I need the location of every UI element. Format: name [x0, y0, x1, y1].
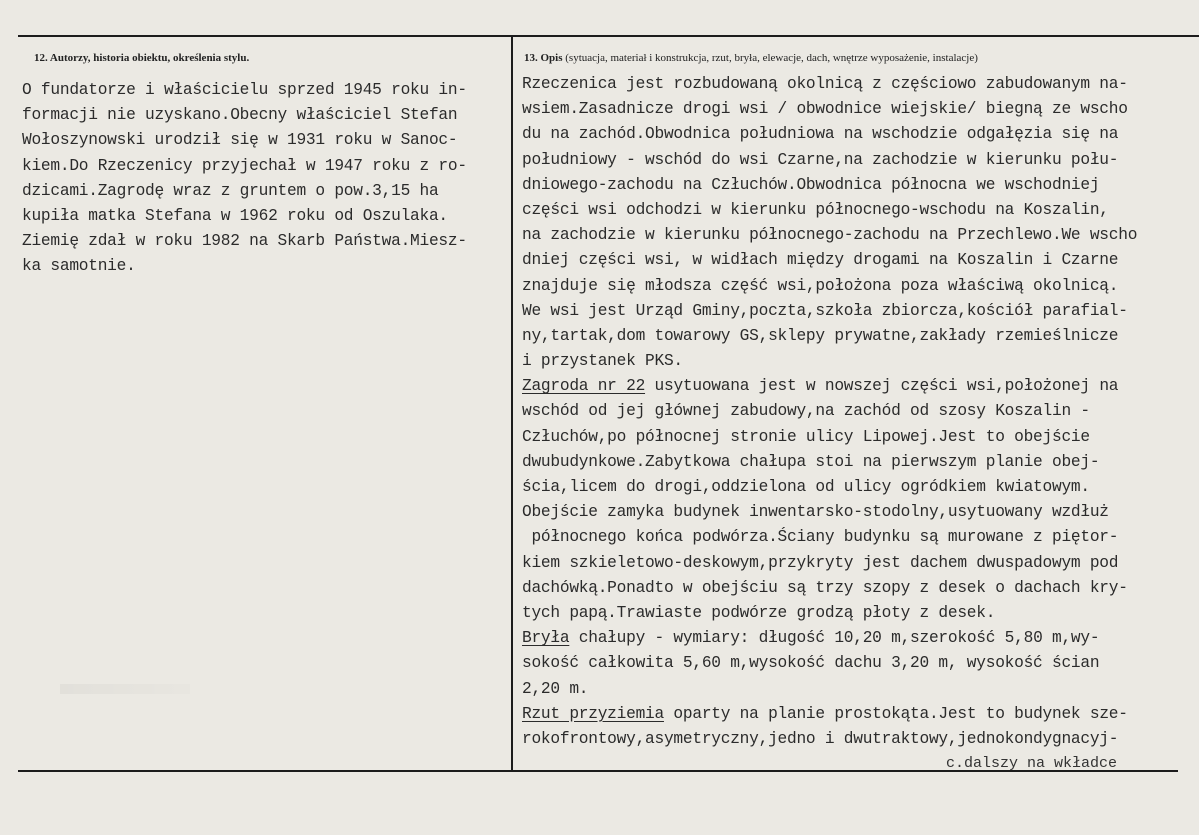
right-text-line	[522, 425, 1137, 450]
line-text: Obejście zamyka budynek inwentarsko-stodolny,usytuowany wzdłuż	[522, 503, 1109, 522]
right-text-line	[522, 72, 1137, 97]
left-text-line: formacji nie uzyskano.Obecny właściciel Stefan	[22, 106, 458, 125]
right-text-line	[522, 576, 1137, 601]
right-text-line	[522, 475, 1137, 500]
underlined-section-label: Zagroda nr 22	[522, 377, 646, 396]
right-text-line	[522, 500, 1137, 525]
left-text-line: O fundatorze i właścicielu sprzed 1945 roku in-	[22, 81, 467, 99]
line-text: kiem szkieletowo-deskowym,przykryty jest dachem dwuspadowym pod	[522, 553, 1119, 572]
right-column-text	[522, 72, 1137, 752]
line-text: oparty na planie prostokąta.Jest to budynek sze-	[663, 704, 1128, 723]
right-text-line	[522, 248, 1137, 273]
left-column-heading: 12. Autorzy, historia obiektu, określenia stylu.	[34, 52, 250, 64]
line-text: rokofrontowy,asymetryczny,jedno i dwutraktowy,jednokondygnacyj-	[522, 729, 1119, 748]
line-text: dniej części wsi, w widłach między drogami na Koszalin i Czarne	[522, 251, 1119, 270]
left-text-line: Ziemię zdał w roku 1982 na Skarb Państwa.Miesz-	[22, 232, 467, 251]
line-text: Człuchów,po północnej stronie ulicy Lipowej.Jest to obejście	[522, 427, 1090, 446]
line-text: wschód od jej głównej zabudowy,na zachód od szosy Koszalin -	[522, 402, 1090, 421]
right-text-line	[522, 198, 1137, 223]
line-text: ścia,licem do drogi,oddzielona od ulicy ogródkiem kwiatowym.	[522, 478, 1090, 496]
line-text: znajduje się młodsza część wsi,położona poza właściwą okolnicą.	[522, 276, 1119, 295]
left-text-line: ka samotnie.	[22, 257, 136, 276]
right-text-line	[522, 651, 1137, 676]
right-text-line	[522, 677, 1137, 702]
left-text-line: dzicami.Zagrodę wraz z gruntem o pow.3,15 ha	[22, 181, 439, 200]
faint-smudge	[60, 684, 190, 694]
line-text: tych papą.Trawiaste podwórze grodzą płoty z desek.	[522, 603, 996, 622]
line-text: części wsi odchodzi w kierunku północnego-wschodu na Koszalin,	[522, 200, 1109, 219]
left-text-line: kupiła matka Stefana w 1962 roku od Oszulaka.	[22, 206, 448, 225]
line-text: północnego końca podwórza.Ściany budynku są murowane z piętor-	[522, 528, 1119, 547]
line-text: Rzeczenica jest rozbudowaną okolnicą z częściowo zabudowanym na-	[522, 75, 1128, 93]
right-heading-sub: (sytuacja, materiał i konstrukcja, rzut, bryła, elewacje, dach, wnętrze wyposażenie, instalacje)	[562, 52, 978, 64]
right-text-line	[522, 727, 1137, 752]
line-text: południowy - wschód do wsi Czarne,na zachodzie w kierunku połu-	[522, 150, 1119, 169]
line-text: na zachodzie w kierunku północnego-zachodu na Przechlewo.We wscho	[522, 226, 1138, 245]
line-text: sokość całkowita 5,60 m,wysokość dachu 3,20 m, wysokość ścian	[522, 654, 1100, 673]
line-text: We wsi jest Urząd Gminy,poczta,szkoła zbiorcza,kościół parafial-	[522, 301, 1128, 320]
right-text-line	[522, 122, 1137, 147]
right-text-line	[522, 601, 1137, 626]
right-text-line	[522, 626, 1137, 651]
left-text-line: Wołoszynowski urodził się w 1931 roku w Sanoc-	[22, 131, 458, 150]
right-text-line	[522, 97, 1137, 122]
line-text: wsiem.Zasadnicze drogi wsi / obwodnice wiejskie/ biegną ze wscho	[522, 100, 1128, 119]
top-rule	[18, 35, 1199, 37]
right-text-line	[522, 374, 1137, 399]
line-text: dwubudynkowe.Zabytkowa chałupa stoi na pierwszym planie obej-	[522, 452, 1100, 471]
right-text-line	[522, 551, 1137, 576]
right-text-line	[522, 324, 1137, 349]
right-column-heading	[524, 52, 978, 64]
line-text: chałupy - wymiary: długość 10,20 m,szerokość 5,80 m,wy-	[569, 629, 1100, 648]
right-text-line	[522, 399, 1137, 424]
continued-note: c.dalszy na wkładce	[946, 755, 1118, 772]
right-text-line	[522, 525, 1137, 550]
right-text-line	[522, 299, 1137, 324]
right-heading-main: 13. Opis	[524, 52, 563, 64]
right-text-line	[522, 450, 1137, 475]
underlined-section-label: Bryła	[522, 629, 570, 648]
left-column-text	[22, 78, 467, 280]
line-text: du na zachód.Obwodnica południowa na wschodzie odgałęzia się na	[522, 125, 1119, 144]
right-text-line	[522, 173, 1137, 198]
right-text-line	[522, 223, 1137, 248]
line-text: 2,20 m.	[522, 679, 589, 698]
line-text: dniowego-zachodu na Człuchów.Obwodnica północna we wschodniej	[522, 175, 1100, 194]
line-text: ny,tartak,dom towarowy GS,sklepy prywatne,zakłady rzemieślnicze	[522, 326, 1119, 345]
line-text: usytuowana jest w nowszej części wsi,położonej na	[645, 377, 1119, 396]
line-text: i przystanek PKS.	[522, 352, 683, 371]
right-text-line	[522, 349, 1137, 374]
line-text: dachówką.Ponadto w obejściu są trzy szopy z desek o dachach kry-	[522, 578, 1128, 597]
left-text-line: kiem.Do Rzeczenicy przyjechał w 1947 roku z ro-	[22, 156, 467, 175]
right-text-line	[522, 274, 1137, 299]
right-text-line	[522, 148, 1137, 173]
column-divider	[511, 35, 513, 772]
right-text-line	[522, 702, 1137, 727]
underlined-section-label: Rzut przyziemia	[522, 704, 664, 723]
